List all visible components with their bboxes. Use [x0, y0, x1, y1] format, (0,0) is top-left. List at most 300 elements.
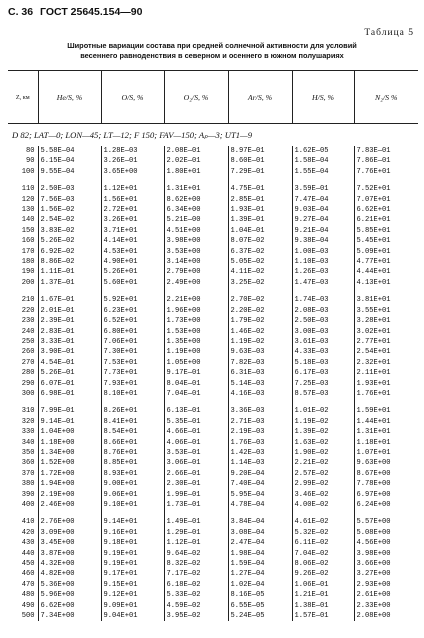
- he-cell: 1.72E+00: [38, 469, 101, 479]
- caption-line-1: Широтные вариации состава при средней солнечной активности для условий: [67, 41, 357, 50]
- o-cell: 9.19E+01: [101, 559, 164, 569]
- h-cell: 8.57E—03: [292, 389, 354, 399]
- n2-cell: 7.78E+00: [354, 479, 418, 489]
- o2-cell: 3.53E—01: [164, 448, 228, 458]
- spacer-cell: [354, 510, 418, 517]
- h-cell: 9.03E—04: [292, 205, 354, 215]
- o2-cell: 1.49E—01: [164, 517, 228, 527]
- o-cell: 6.23E+01: [101, 306, 164, 316]
- n2-cell: 3.27E+00: [354, 569, 418, 579]
- ar-cell: 7.29E—01: [228, 167, 292, 177]
- spacer-cell: [101, 177, 164, 184]
- ar-cell: 4.16E—03: [228, 389, 292, 399]
- altitude-cell: 450: [21, 560, 35, 569]
- n2-cell: 4.77E+01: [354, 257, 418, 267]
- altitude-cell: 80: [25, 147, 35, 155]
- o2-cell: 2.79E+00: [164, 267, 228, 277]
- altitude-cell: 340: [21, 438, 35, 447]
- spacer-cell: [164, 288, 228, 295]
- h-cell: 1.74E—03: [292, 295, 354, 305]
- table-row: [8, 337, 418, 347]
- he-cell: 3.45E+00: [38, 538, 101, 548]
- spacer-cell: [38, 177, 101, 184]
- h-cell: 4.00E—02: [292, 500, 354, 510]
- h-cell: 9.26E—02: [292, 569, 354, 579]
- column-header-o2: O₂/S, %: [164, 71, 228, 124]
- altitude-cell: 270: [21, 358, 35, 367]
- he-cell: 1.67E—01: [38, 295, 101, 305]
- n2-cell: 7.86E—01: [354, 156, 418, 166]
- table-row: [8, 517, 418, 527]
- n2-cell: 6.24E+00: [354, 500, 418, 510]
- h-cell: 1.01E—02: [292, 406, 354, 416]
- altitude-cell: 400: [21, 501, 35, 509]
- h-cell: 3.59E—01: [292, 184, 354, 194]
- o-cell: 9.10E+01: [101, 500, 164, 510]
- ar-cell: 1.39E—01: [228, 215, 292, 225]
- ar-cell: 5.24E—05: [228, 611, 292, 621]
- he-cell: 6.62E+00: [38, 601, 101, 611]
- table-row: [8, 427, 418, 437]
- ar-cell: 4.75E—01: [228, 184, 292, 194]
- he-cell: 5.36E+00: [38, 580, 101, 590]
- h-cell: 5.18E—03: [292, 358, 354, 368]
- he-cell: 2.83E—01: [38, 327, 101, 337]
- o-cell: 9.18E+01: [101, 538, 164, 548]
- column-header-altitude: Z, км: [8, 71, 38, 124]
- ar-cell: 3.08E—04: [228, 528, 292, 538]
- h-cell: 1.58E—04: [292, 156, 354, 166]
- ar-cell: 6.31E—03: [228, 368, 292, 378]
- he-cell: 9.55E—04: [38, 167, 101, 177]
- h-cell: 1.90E—02: [292, 448, 354, 458]
- o2-cell: 7.04E—01: [164, 389, 228, 399]
- altitude-cell: 360: [21, 459, 35, 468]
- o-cell: 3.65E+00: [101, 167, 164, 177]
- spacer-cell: [228, 399, 292, 406]
- o-cell: 9.16E+01: [101, 528, 164, 538]
- o2-cell: 1.05E+00: [164, 358, 228, 368]
- table-row: [8, 215, 418, 225]
- he-cell: 4.82E+00: [38, 569, 101, 579]
- o2-cell: 1.53E+00: [164, 327, 228, 337]
- n2-cell: 4.56E+00: [354, 538, 418, 548]
- n2-cell: 2.93E+00: [354, 580, 418, 590]
- column-header-o: O/S, %: [101, 71, 164, 124]
- spacer-cell: [228, 177, 292, 184]
- o-cell: 3.26E+01: [101, 215, 164, 225]
- he-cell: 1.37E—01: [38, 278, 101, 288]
- h-cell: 1.26E—03: [292, 267, 354, 277]
- table-row: [8, 569, 418, 579]
- table-row: [8, 184, 418, 194]
- table-row: [8, 236, 418, 246]
- altitude-cell: 350: [21, 448, 35, 457]
- he-cell: 1.56E—02: [38, 205, 101, 215]
- o-cell: 4.14E+01: [101, 236, 164, 246]
- o-cell: 7.93E+01: [101, 379, 164, 389]
- n2-cell: 4.44E+01: [354, 267, 418, 277]
- table-row: [8, 528, 418, 538]
- column-header-he: He/S, %: [38, 71, 101, 124]
- o2-cell: 1.99E—01: [164, 490, 228, 500]
- altitude-cell: 230: [21, 317, 35, 326]
- altitude-cell: 100: [21, 167, 35, 176]
- he-cell: 2.54E—02: [38, 215, 101, 225]
- group-spacer: [8, 177, 418, 184]
- table-row: [8, 278, 418, 288]
- he-cell: 6.98E—01: [38, 389, 101, 399]
- he-cell: 1.11E—01: [38, 267, 101, 277]
- altitude-cell: 160: [21, 237, 35, 246]
- standard-number: ГОСТ 25645.154—90: [40, 6, 143, 18]
- spacer-cell: [354, 177, 418, 184]
- o2-cell: 3.95E—02: [164, 611, 228, 621]
- ar-cell: 1.93E—01: [228, 205, 292, 215]
- altitude-cell: 290: [21, 379, 35, 388]
- table-caption: [0, 41, 424, 61]
- h-cell: 7.04E—02: [292, 549, 354, 559]
- table-row: [8, 458, 418, 468]
- o2-cell: 4.06E—01: [164, 438, 228, 448]
- altitude-cell: 280: [21, 369, 35, 378]
- h-cell: 1.21E—01: [292, 590, 354, 600]
- ar-cell: 6.37E—02: [228, 247, 292, 257]
- n2-cell: 7.52E+01: [354, 184, 418, 194]
- altitude-cell: 490: [21, 601, 35, 610]
- group-spacer: [8, 510, 418, 517]
- table-row: [8, 549, 418, 559]
- he-cell: 9.14E—01: [38, 417, 101, 427]
- h-cell: 3.61E—03: [292, 337, 354, 347]
- o-cell: 9.15E+01: [101, 580, 164, 590]
- ar-cell: 2.70E—02: [228, 295, 292, 305]
- n2-cell: 6.97E+00: [354, 490, 418, 500]
- n2-cell: 7.07E+01: [354, 195, 418, 205]
- n2-cell: 5.08E+00: [354, 528, 418, 538]
- caption-line-2: весеннего равноденствия в северном и осеннего в южном полушариях: [80, 51, 344, 60]
- ar-cell: 1.14E—03: [228, 458, 292, 468]
- table-row: [8, 438, 418, 448]
- column-header-h: H/S, %: [292, 71, 354, 124]
- altitude-cell: 470: [21, 580, 35, 589]
- o-cell: 8.54E+01: [101, 427, 164, 437]
- table-row: [8, 205, 418, 215]
- o2-cell: 2.49E+00: [164, 278, 228, 288]
- table-row: [8, 500, 418, 510]
- altitude-cell: 460: [21, 570, 35, 579]
- n2-cell: 8.67E+00: [354, 469, 418, 479]
- altitude-cell: 120: [21, 195, 35, 204]
- spacer-cell: [101, 288, 164, 295]
- o-cell: 6.80E+01: [101, 327, 164, 337]
- ar-cell: 9.63E—03: [228, 347, 292, 357]
- table-row: [8, 490, 418, 500]
- h-cell: 1.39E—02: [292, 427, 354, 437]
- altitude-cell: 150: [21, 226, 35, 235]
- column-header-ar: Ar/S, %: [228, 71, 292, 124]
- h-cell: 5.32E—02: [292, 528, 354, 538]
- page-header: [8, 6, 416, 20]
- o-cell: 7.73E+01: [101, 368, 164, 378]
- o-cell: 5.92E+01: [101, 295, 164, 305]
- n2-cell: 5.57E+00: [354, 517, 418, 527]
- table-row: [8, 469, 418, 479]
- h-cell: 2.57E—02: [292, 469, 354, 479]
- ar-cell: 4.78E—04: [228, 500, 292, 510]
- o2-cell: 2.02E—01: [164, 156, 228, 166]
- he-cell: 1.52E+00: [38, 458, 101, 468]
- n2-cell: 2.77E+01: [354, 337, 418, 347]
- altitude-cell: 170: [21, 247, 35, 256]
- o2-cell: 2.66E—01: [164, 469, 228, 479]
- altitude-cell: 330: [21, 428, 35, 437]
- n2-cell: 1.18E+01: [354, 438, 418, 448]
- ar-cell: 1.46E—02: [228, 327, 292, 337]
- table-row: [8, 306, 418, 316]
- h-cell: 1.10E—03: [292, 257, 354, 267]
- o2-cell: 1.12E—01: [164, 538, 228, 548]
- spacer-cell: [8, 288, 38, 295]
- page-number: С. 36: [8, 6, 34, 18]
- h-cell: 1.57E—01: [292, 611, 354, 621]
- o-cell: 8.66E+01: [101, 438, 164, 448]
- table-row: [8, 267, 418, 277]
- o2-cell: 8.04E—01: [164, 379, 228, 389]
- column-header-n2: N₂/S %: [354, 71, 418, 124]
- altitude-cell: 320: [21, 417, 35, 426]
- ar-cell: 1.42E—03: [228, 448, 292, 458]
- h-cell: 3.00E—03: [292, 327, 354, 337]
- o2-cell: 8.32E—02: [164, 559, 228, 569]
- spacer-cell: [164, 510, 228, 517]
- o-cell: 9.12E+01: [101, 590, 164, 600]
- n2-cell: 3.81E+01: [354, 295, 418, 305]
- ar-cell: 7.40E—04: [228, 479, 292, 489]
- spacer-cell: [164, 177, 228, 184]
- altitude-cell: 90: [25, 157, 35, 166]
- altitude-cell: 190: [21, 268, 35, 277]
- spacer-cell: [8, 399, 38, 406]
- table-row: [8, 538, 418, 548]
- altitude-cell: 440: [21, 549, 35, 558]
- ar-cell: 1.59E—04: [228, 559, 292, 569]
- o2-cell: 4.51E+00: [164, 226, 228, 236]
- table-row: [8, 406, 418, 416]
- o-cell: 1.56E+01: [101, 195, 164, 205]
- n2-cell: 3.98E+00: [354, 549, 418, 559]
- o-cell: 3.71E+01: [101, 226, 164, 236]
- ar-cell: 3.25E—02: [228, 278, 292, 288]
- h-cell: 2.08E—03: [292, 306, 354, 316]
- spacer-cell: [292, 399, 354, 406]
- n2-cell: 3.02E+01: [354, 327, 418, 337]
- o-cell: 7.06E+01: [101, 337, 164, 347]
- spacer-cell: [8, 510, 38, 517]
- o-cell: 9.14E+01: [101, 517, 164, 527]
- ar-cell: 1.98E—04: [228, 549, 292, 559]
- o-cell: 3.26E—01: [101, 156, 164, 166]
- he-cell: 3.90E—01: [38, 347, 101, 357]
- altitude-cell: 380: [21, 480, 35, 489]
- table-row: [8, 156, 418, 166]
- spacer-cell: [8, 177, 38, 184]
- o2-cell: 2.30E—01: [164, 479, 228, 489]
- o-cell: 4.53E+01: [101, 247, 164, 257]
- o-cell: 8.85E+01: [101, 458, 164, 468]
- o2-cell: 4.66E—01: [164, 427, 228, 437]
- table-row: [8, 146, 418, 156]
- he-cell: 5.58E—04: [38, 146, 101, 156]
- he-cell: 4.32E+00: [38, 559, 101, 569]
- spacer-cell: [38, 399, 101, 406]
- ar-cell: 5.14E—03: [228, 379, 292, 389]
- o-cell: 8.26E+01: [101, 406, 164, 416]
- n2-cell: 7.83E—01: [354, 146, 418, 156]
- table-row: [8, 389, 418, 399]
- n2-cell: 1.76E+01: [354, 389, 418, 399]
- o2-cell: 6.34E+00: [164, 205, 228, 215]
- o-cell: 1.28E—03: [101, 146, 164, 156]
- o2-cell: 1.73E+00: [164, 316, 228, 326]
- he-cell: 3.87E+00: [38, 549, 101, 559]
- o2-cell: 1.19E+00: [164, 347, 228, 357]
- conditions-row: [8, 124, 418, 147]
- he-cell: 3.33E—01: [38, 337, 101, 347]
- spacer-cell: [292, 288, 354, 295]
- he-cell: 7.56E—03: [38, 195, 101, 205]
- spacer-cell: [228, 510, 292, 517]
- ar-cell: 1.19E—02: [228, 337, 292, 347]
- o-cell: 8.41E+01: [101, 417, 164, 427]
- ar-cell: 8.07E—02: [228, 236, 292, 246]
- table-row: [8, 327, 418, 337]
- h-cell: 1.38E—01: [292, 601, 354, 611]
- altitude-cell: 110: [21, 185, 35, 194]
- h-cell: 7.47E—04: [292, 195, 354, 205]
- ar-cell: 2.71E—03: [228, 417, 292, 427]
- he-cell: 6.92E—02: [38, 247, 101, 257]
- spacer-cell: [354, 399, 418, 406]
- ar-cell: 9.20E—04: [228, 469, 292, 479]
- o-cell: 7.53E+01: [101, 358, 164, 368]
- altitude-cell: 130: [21, 206, 35, 215]
- group-spacer: [8, 288, 418, 295]
- table-header: [8, 71, 418, 124]
- n2-cell: 4.13E+01: [354, 278, 418, 288]
- table-row: [8, 167, 418, 177]
- o-cell: 1.12E+01: [101, 184, 164, 194]
- h-cell: 2.99E—02: [292, 479, 354, 489]
- spacer-cell: [164, 399, 228, 406]
- ar-cell: 1.79E—02: [228, 316, 292, 326]
- he-cell: 5.26E—02: [38, 236, 101, 246]
- o-cell: 5.26E+01: [101, 267, 164, 277]
- o2-cell: 3.14E+00: [164, 257, 228, 267]
- table-row: [8, 295, 418, 305]
- table-row: [8, 580, 418, 590]
- table-row: [8, 417, 418, 427]
- ar-cell: 1.76E—03: [228, 438, 292, 448]
- model-conditions: D 82; LAT—0; LON—45; LT—12; F 150; FAV—150; Aₚ—3; UT1—9: [12, 130, 252, 140]
- h-cell: 1.06E—01: [292, 580, 354, 590]
- table-row: [8, 358, 418, 368]
- o-cell: 8.93E+01: [101, 469, 164, 479]
- n2-cell: 3.66E+00: [354, 559, 418, 569]
- ar-cell: 2.85E—01: [228, 195, 292, 205]
- altitude-cell: 430: [21, 539, 35, 548]
- he-cell: 2.01E—01: [38, 306, 101, 316]
- table-row: [8, 559, 418, 569]
- he-cell: 1.18E+00: [38, 438, 101, 448]
- page-header-text: [8, 6, 142, 18]
- n2-cell: 2.11E+01: [354, 368, 418, 378]
- n2-cell: 9.63E+00: [354, 458, 418, 468]
- o2-cell: 3.06E—01: [164, 458, 228, 468]
- o2-cell: 5.21E—00: [164, 215, 228, 225]
- spacer-cell: [38, 510, 101, 517]
- table-label: Таблица 5: [364, 28, 414, 38]
- he-cell: 6.15E—04: [38, 156, 101, 166]
- h-cell: 8.06E—02: [292, 559, 354, 569]
- he-cell: 5.96E+00: [38, 590, 101, 600]
- altitude-cell: 240: [21, 327, 35, 336]
- altitude-cell: 390: [21, 490, 35, 499]
- table-row: [8, 479, 418, 489]
- altitude-cell: 140: [21, 216, 35, 225]
- table-row: [8, 316, 418, 326]
- table-row: [8, 347, 418, 357]
- n2-cell: 5.85E+01: [354, 226, 418, 236]
- n2-cell: 2.61E+00: [354, 590, 418, 600]
- o-cell: 9.09E+01: [101, 601, 164, 611]
- ar-cell: 1.02E—04: [228, 580, 292, 590]
- ar-cell: 7.82E—03: [228, 358, 292, 368]
- o2-cell: 1.96E+00: [164, 306, 228, 316]
- he-cell: 1.34E+00: [38, 448, 101, 458]
- altitude-cell: 310: [21, 407, 35, 416]
- table-row: [8, 601, 418, 611]
- spacer-cell: [101, 399, 164, 406]
- ar-cell: 2.19E—03: [228, 427, 292, 437]
- o2-cell: 1.73E—01: [164, 500, 228, 510]
- o-cell: 9.00E+01: [101, 479, 164, 489]
- h-cell: 4.61E—02: [292, 517, 354, 527]
- n2-cell: 6.21E+01: [354, 215, 418, 225]
- o2-cell: 4.59E—02: [164, 601, 228, 611]
- ar-cell: 5.05E—02: [228, 257, 292, 267]
- table-row: [8, 448, 418, 458]
- table-row: [8, 247, 418, 257]
- he-cell: 3.09E+00: [38, 528, 101, 538]
- ar-cell: 1.27E—04: [228, 569, 292, 579]
- o2-cell: 2.21E+00: [164, 295, 228, 305]
- o-cell: 9.06E+01: [101, 490, 164, 500]
- h-cell: 1.63E—02: [292, 438, 354, 448]
- altitude-cell: 370: [21, 469, 35, 478]
- o2-cell: 9.64E—02: [164, 549, 228, 559]
- table-row: [8, 611, 418, 621]
- ar-cell: 3.36E—03: [228, 406, 292, 416]
- table-row: [8, 590, 418, 600]
- h-cell: 9.38E—04: [292, 236, 354, 246]
- altitude-cell: 200: [21, 278, 35, 287]
- ar-cell: 2.20E—02: [228, 306, 292, 316]
- ar-cell: 1.04E—01: [228, 226, 292, 236]
- o2-cell: 1.80E+01: [164, 167, 228, 177]
- he-cell: 4.54E—01: [38, 358, 101, 368]
- o2-cell: 9.17E—01: [164, 368, 228, 378]
